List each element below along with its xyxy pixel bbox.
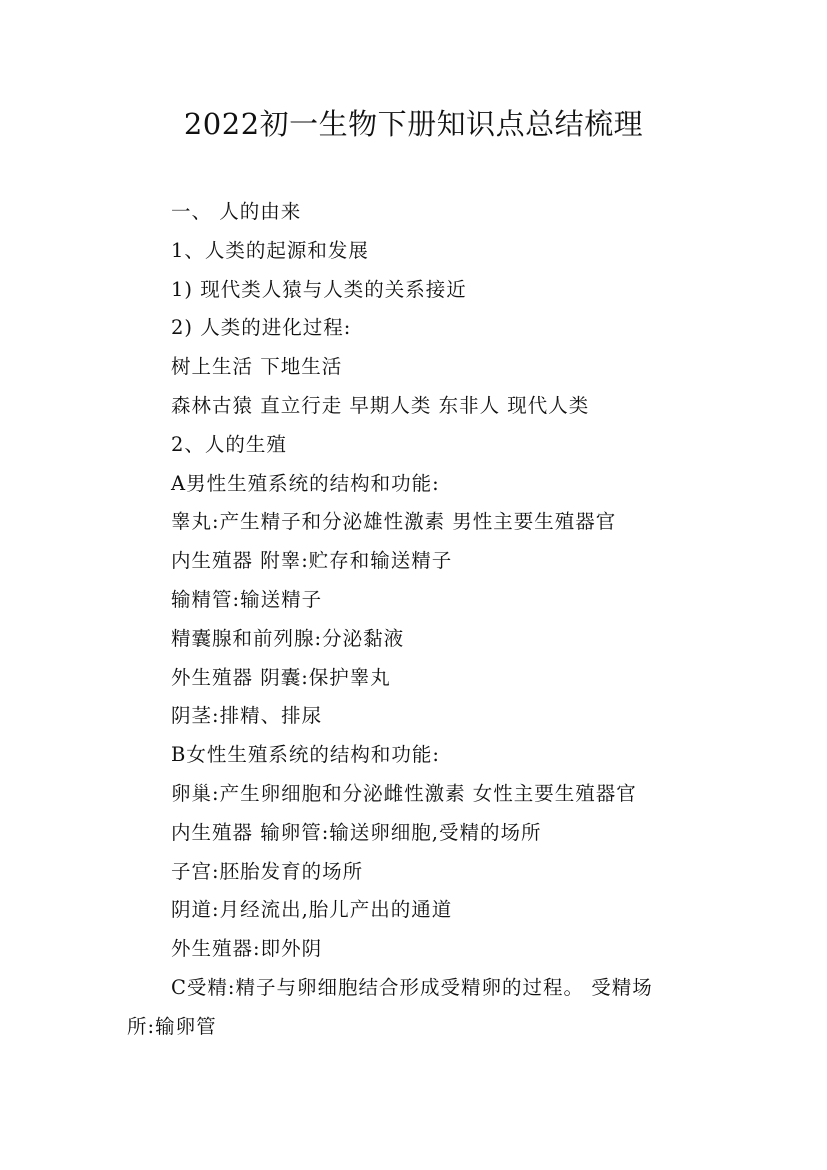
text-line: 外生殖器:即外阴 xyxy=(171,937,323,961)
section-heading-human-origin: 一、 人的由来 xyxy=(171,200,302,223)
subsection-heading-origin-development: 1、人类的起源和发展 xyxy=(171,238,369,262)
text-line: 外生殖器 阴囊:保护睾丸 xyxy=(171,665,391,689)
text-line: 内生殖器 附睾:贮存和输送精子 xyxy=(171,549,453,573)
text-line: 精囊腺和前列腺:分泌黏液 xyxy=(171,626,405,650)
text-line: 卵巢:产生卵细胞和分泌雌性激素 女性主要生殖器官 xyxy=(171,781,637,805)
text-line-continuation: 所:输卵管 xyxy=(127,1014,217,1038)
text-line: 输精管:输送精子 xyxy=(171,587,323,611)
text-line: 子宫:胚胎发育的场所 xyxy=(171,859,364,883)
text-line: 树上生活 下地生活 xyxy=(171,355,343,379)
text-line: B女性生殖系统的结构和功能: xyxy=(171,743,440,767)
text-line: 1) 现代类人猿与人类的关系接近 xyxy=(171,277,467,301)
document-body xyxy=(0,193,827,1047)
text-line: 阴茎:排精、排尿 xyxy=(171,704,323,728)
page-title: 2022初一生物下册知识点总结梳理 xyxy=(183,107,644,141)
text-line: 阴道:月经流出,胎儿产出的通道 xyxy=(171,898,453,922)
text-line: 睾丸:产生精子和分泌雄性激素 男性主要生殖器官 xyxy=(171,510,617,534)
text-line: 内生殖器 输卵管:输送卵细胞,受精的场所 xyxy=(171,820,542,844)
text-line: 森林古猿 直立行走 早期人类 东非人 现代人类 xyxy=(171,393,590,417)
text-line: C受精:精子与卵细胞结合形成受精卵的过程。 受精场 xyxy=(171,975,653,999)
text-line: 2) 人类的进化过程: xyxy=(171,316,352,340)
text-line: A男性生殖系统的结构和功能: xyxy=(171,471,440,495)
subsection-heading-reproduction: 2、人的生殖 xyxy=(171,432,287,456)
